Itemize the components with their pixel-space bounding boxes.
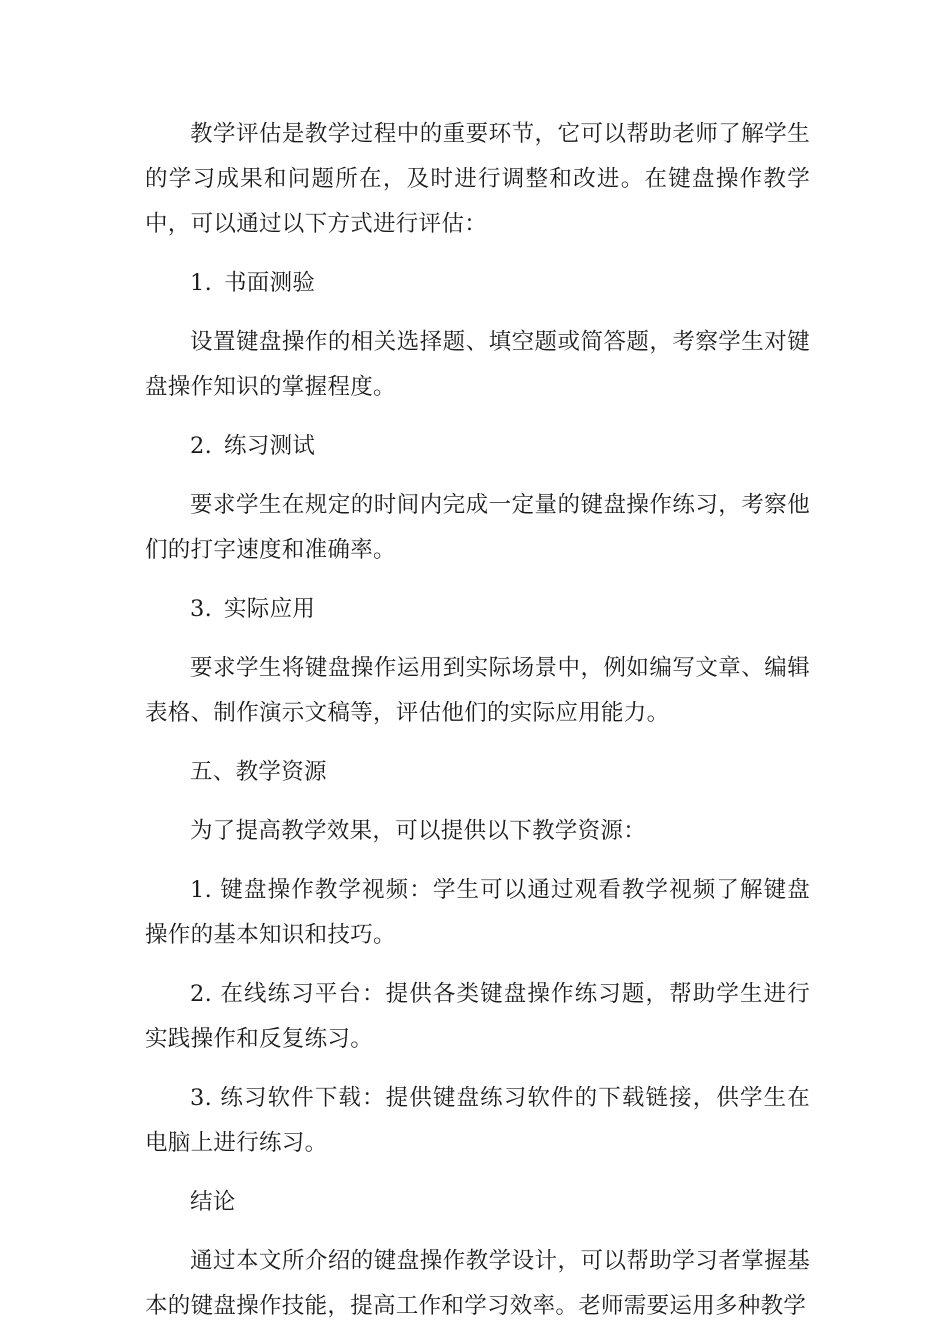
resources-intro: 为了提高教学效果，可以提供以下教学资源： xyxy=(190,818,647,844)
eval-item-2-heading xyxy=(145,424,810,469)
eval-item-1-text: 设置键盘操作的相关选择题、填空题或简答题，考察学生对键盘操作知识的掌握程度。 xyxy=(145,329,810,400)
conclusion-text: 通过本文所介绍的键盘操作教学设计，可以帮助学习者掌握基本的键盘操作技能，提高工作和学习效率。老师需要运用多种教学 xyxy=(145,1248,810,1319)
eval-item-2-number: 2. xyxy=(190,433,213,459)
conclusion-heading: 结论 xyxy=(190,1189,236,1215)
resource-item-1: 1. 键盘操作教学视频：学生可以通过观看教学视频了解键盘操作的基本知识和技巧。 xyxy=(145,877,810,948)
document-body xyxy=(145,112,810,1343)
resource-item-2: 2. 在线练习平台：提供各类键盘操作练习题，帮助学生进行实践操作和反复练习。 xyxy=(145,981,810,1052)
eval-item-2-text: 要求学生在规定的时间内完成一定量的键盘操作练习，考察他们的打字速度和准确率。 xyxy=(145,492,810,563)
eval-item-1-number: 1. xyxy=(190,270,213,296)
eval-item-3-text: 要求学生将键盘操作运用到实际场景中，例如编写文章、编辑表格、制作演示文稿等，评估他们的实际应用能力。 xyxy=(145,655,810,726)
resource-item-3: 3. 练习软件下载：提供键盘练习软件的下载链接，供学生在电脑上进行练习。 xyxy=(145,1085,810,1156)
section-5-heading: 五、教学资源 xyxy=(190,759,327,785)
intro-paragraph: 教学评估是教学过程中的重要环节，它可以帮助老师了解学生的学习成果和问题所在，及时进行调整和改进。在键盘操作教学中，可以通过以下方式进行评估： xyxy=(145,121,810,237)
eval-item-1-title: 书面测验 xyxy=(224,270,316,296)
eval-item-3-heading xyxy=(145,587,810,632)
eval-item-1-heading xyxy=(145,261,810,306)
eval-item-2-title: 练习测试 xyxy=(224,433,316,459)
eval-item-3-title: 实际应用 xyxy=(224,596,316,622)
eval-item-3-number: 3. xyxy=(190,596,213,622)
